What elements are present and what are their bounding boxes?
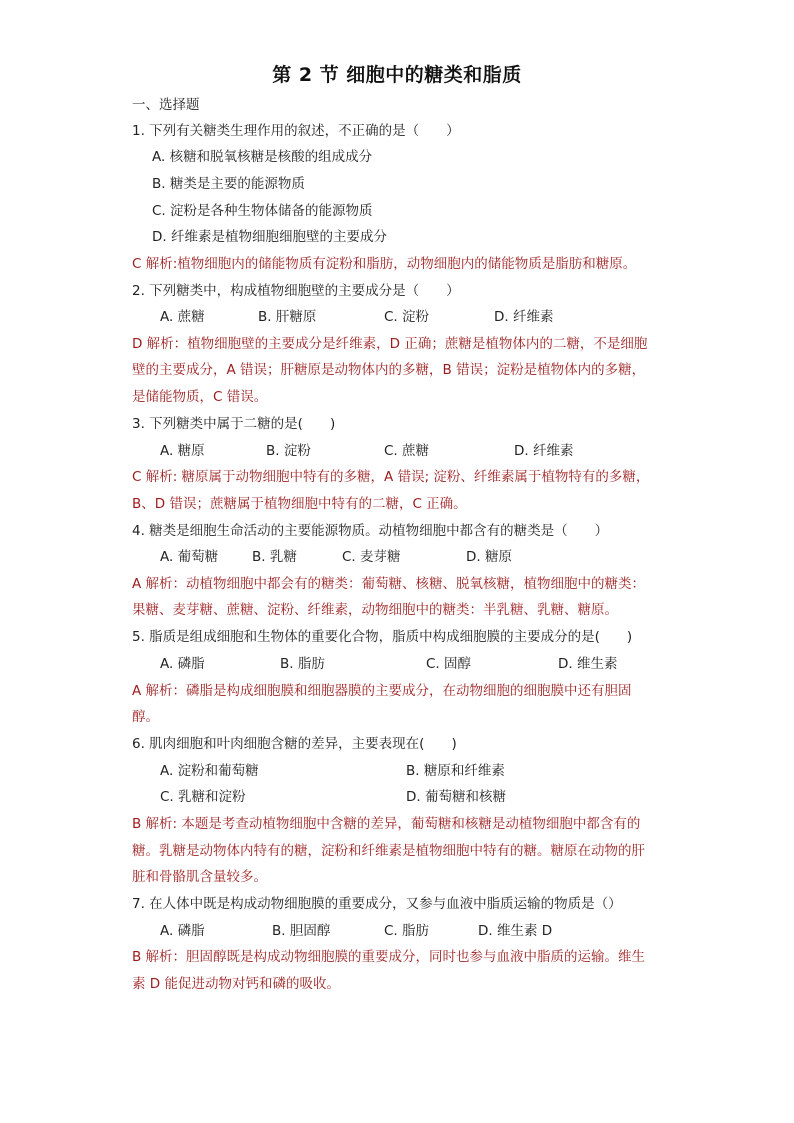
question-7-answer-line-1: B 解析：胆固醇既是构成动物细胞膜的重要成分，同时也参与血液中脂质的运输。维生 [132, 949, 646, 965]
question-5-option-c: C. 固醇 [426, 656, 472, 672]
question-6-option-a: A. 淀粉和葡萄糖 [160, 763, 259, 779]
question-6-option-c: C. 乳糖和淀粉 [160, 789, 246, 805]
question-5-option-d: D. 维生素 [558, 656, 618, 672]
question-3-answer-line-2: B、D 错误；蔗糖属于植物细胞中特有的二糖，C 正确。 [132, 496, 467, 512]
question-4-stem: 4. 糖类是细胞生命活动的主要能源物质。动植物细胞中都含有的糖类是（ ） [132, 523, 609, 539]
question-7-option-a: A. 磷脂 [160, 923, 205, 939]
question-3-option-b: B. 淀粉 [266, 443, 311, 459]
question-1-option-b: B. 糖类是主要的能源物质 [152, 176, 305, 192]
question-2-option-c: C. 淀粉 [384, 309, 430, 325]
question-1-option-d: D. 纤维素是植物细胞细胞壁的主要成分 [152, 229, 387, 245]
question-7-stem: 7. 在人体中既是构成动物细胞膜的重要成分，又参与血液中脂质运输的物质是（） [132, 896, 622, 912]
question-2-answer-line-3: 是储能物质，C 错误。 [132, 389, 268, 405]
question-5-answer-line-1: A 解析：磷脂是构成细胞膜和细胞器膜的主要成分，在动物细胞的细胞膜中还有胆固 [132, 683, 632, 699]
question-2-answer-line-2: 壁的主要成分，A 错误；肝糖原是动物体内的多糖，B 错误；淀粉是植物体内的多糖， [132, 362, 646, 378]
question-7-option-c: C. 脂肪 [384, 923, 430, 939]
question-5-stem: 5. 脂质是组成细胞和生物体的重要化合物，脂质中构成细胞膜的主要成分的是( ) [132, 629, 633, 645]
question-1-option-a: A. 核糖和脱氧核糖是核酸的组成成分 [152, 149, 373, 165]
question-2-answer-line-1: D 解析：植物细胞壁的主要成分是纤维素，D 正确；蔗糖是植物体内的二糖，不是细胞 [132, 336, 648, 352]
question-3-answer-line-1: C 解析: 糖原属于动物细胞中特有的多糖，A 错误; 淀粉、纤维素属于植物特有的多糖， [132, 469, 650, 485]
question-5-option-b: B. 脂肪 [280, 656, 325, 672]
question-3-stem: 3. 下列糖类中属于二糖的是( ) [132, 416, 336, 432]
question-3-option-a: A. 糖原 [160, 443, 205, 459]
question-4-answer-line-2: 果糖、麦芽糖、蔗糖、淀粉、纤维素，动物细胞中的糖类：半乳糖、乳糖、糖原。 [132, 602, 618, 618]
section-heading: 一、选择题 [132, 97, 200, 113]
question-3-option-c: C. 蔗糖 [384, 443, 430, 459]
question-5-answer-line-2: 醇。 [132, 709, 159, 725]
question-4-answer-line-1: A 解析：动植物细胞中都会有的糖类：葡萄糖、核糖、脱氧核糖，植物细胞中的糖类： [132, 576, 646, 592]
question-1-option-c: C. 淀粉是各种生物体储备的能源物质 [152, 203, 373, 219]
question-6-answer-line-2: 糖。乳糖是动物体内特有的糖，淀粉和纤维素是植物细胞中特有的糖。糖原在动物的肝 [132, 843, 645, 859]
question-1-stem: 1. 下列有关糖类生理作用的叙述，不正确的是（ ） [132, 123, 460, 139]
question-4-option-b: B. 乳糖 [252, 549, 297, 565]
page-title: 第 2 节 细胞中的糖类和脂质 [272, 64, 522, 86]
question-6-answer-line-1: B 解析: 本题是考查动植物细胞中含糖的差异，葡萄糖和核糖是动植物细胞中都含有的 [132, 816, 641, 832]
question-5-option-a: A. 磷脂 [160, 656, 205, 672]
question-7-option-b: B. 胆固醇 [272, 923, 331, 939]
question-1-answer: C 解析:植物细胞内的储能物质有淀粉和脂肪，动物细胞内的储能物质是脂肪和糖原。 [132, 256, 637, 272]
question-6-option-d: D. 葡萄糖和核糖 [406, 789, 506, 805]
question-3-option-d: D. 纤维素 [514, 443, 574, 459]
question-7-option-d: D. 维生素 D [478, 923, 553, 939]
question-6-option-b: B. 糖原和纤维素 [406, 763, 505, 779]
question-7-answer-line-2: 素 D 能促进动物对钙和磷的吸收。 [132, 976, 340, 992]
question-2-stem: 2. 下列糖类中，构成植物细胞壁的主要成分是（ ） [132, 283, 460, 299]
question-4-option-d: D. 糖原 [466, 549, 512, 565]
question-2-option-d: D. 纤维素 [494, 309, 554, 325]
question-6-answer-line-3: 脏和骨骼肌含量较多。 [132, 869, 267, 885]
question-6-stem: 6. 肌肉细胞和叶肉细胞含糖的差异，主要表现在( ) [132, 736, 457, 752]
question-2-option-a: A. 蔗糖 [160, 309, 205, 325]
question-2-option-b: B. 肝糖原 [258, 309, 317, 325]
question-4-option-a: A. 葡萄糖 [160, 549, 219, 565]
question-4-option-c: C. 麦芽糖 [342, 549, 401, 565]
